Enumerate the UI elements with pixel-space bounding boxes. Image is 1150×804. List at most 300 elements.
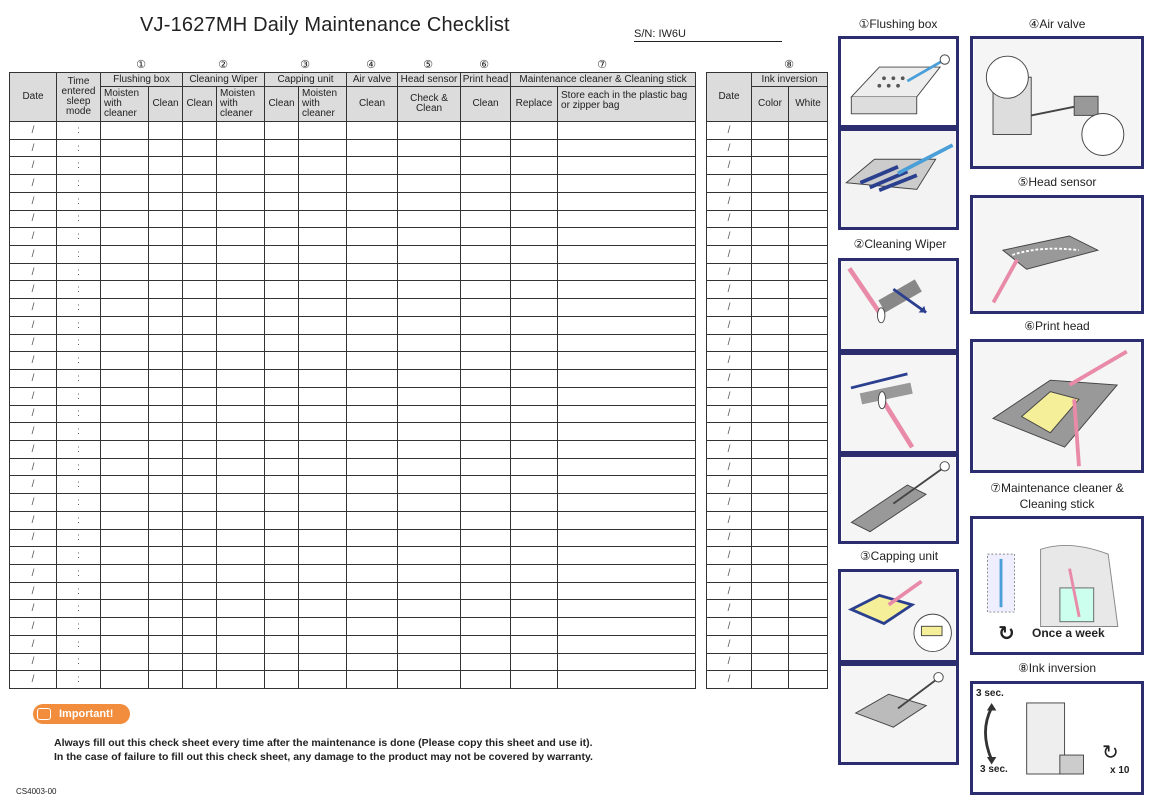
check-cell[interactable] bbox=[461, 299, 511, 317]
ink-check-cell[interactable] bbox=[752, 405, 789, 423]
ink-check-cell[interactable] bbox=[752, 316, 789, 334]
check-cell[interactable] bbox=[149, 440, 183, 458]
check-cell[interactable] bbox=[511, 529, 558, 547]
ink-check-cell[interactable] bbox=[752, 653, 789, 671]
check-cell[interactable] bbox=[299, 122, 347, 140]
ink-check-cell[interactable] bbox=[789, 494, 828, 512]
check-cell[interactable] bbox=[299, 653, 347, 671]
check-cell[interactable] bbox=[558, 228, 696, 246]
check-cell[interactable] bbox=[101, 122, 149, 140]
check-cell[interactable] bbox=[183, 352, 217, 370]
check-cell[interactable] bbox=[511, 405, 558, 423]
check-cell[interactable] bbox=[299, 440, 347, 458]
check-cell[interactable] bbox=[217, 600, 265, 618]
ink-check-cell[interactable] bbox=[789, 175, 828, 193]
check-cell[interactable] bbox=[511, 210, 558, 228]
ink-check-cell[interactable] bbox=[752, 476, 789, 494]
check-cell[interactable] bbox=[217, 299, 265, 317]
check-cell[interactable] bbox=[347, 564, 398, 582]
check-cell[interactable] bbox=[217, 423, 265, 441]
ink-date-cell[interactable]: / bbox=[707, 564, 752, 582]
check-cell[interactable] bbox=[265, 618, 299, 636]
check-cell[interactable] bbox=[183, 494, 217, 512]
check-cell[interactable] bbox=[558, 139, 696, 157]
check-cell[interactable] bbox=[511, 175, 558, 193]
check-cell[interactable] bbox=[398, 529, 461, 547]
check-cell[interactable] bbox=[299, 334, 347, 352]
time-cell[interactable]: : bbox=[57, 494, 101, 512]
check-cell[interactable] bbox=[558, 476, 696, 494]
date-cell[interactable]: / bbox=[10, 405, 57, 423]
ink-date-cell[interactable]: / bbox=[707, 281, 752, 299]
ink-check-cell[interactable] bbox=[789, 192, 828, 210]
time-cell[interactable]: : bbox=[57, 476, 101, 494]
check-cell[interactable] bbox=[265, 246, 299, 264]
check-cell[interactable] bbox=[183, 370, 217, 388]
check-cell[interactable] bbox=[101, 281, 149, 299]
ink-check-cell[interactable] bbox=[789, 423, 828, 441]
check-cell[interactable] bbox=[149, 547, 183, 565]
check-cell[interactable] bbox=[183, 671, 217, 689]
check-cell[interactable] bbox=[217, 564, 265, 582]
check-cell[interactable] bbox=[265, 564, 299, 582]
check-cell[interactable] bbox=[558, 494, 696, 512]
check-cell[interactable] bbox=[511, 671, 558, 689]
check-cell[interactable] bbox=[398, 635, 461, 653]
ink-check-cell[interactable] bbox=[752, 529, 789, 547]
date-cell[interactable]: / bbox=[10, 334, 57, 352]
time-cell[interactable]: : bbox=[57, 635, 101, 653]
check-cell[interactable] bbox=[183, 228, 217, 246]
ink-date-cell[interactable]: / bbox=[707, 387, 752, 405]
date-cell[interactable]: / bbox=[10, 370, 57, 388]
check-cell[interactable] bbox=[265, 458, 299, 476]
check-cell[interactable] bbox=[511, 228, 558, 246]
ink-date-cell[interactable]: / bbox=[707, 494, 752, 512]
ink-check-cell[interactable] bbox=[752, 370, 789, 388]
ink-check-cell[interactable] bbox=[789, 157, 828, 175]
check-cell[interactable] bbox=[511, 157, 558, 175]
check-cell[interactable] bbox=[217, 210, 265, 228]
check-cell[interactable] bbox=[217, 122, 265, 140]
date-cell[interactable]: / bbox=[10, 192, 57, 210]
check-cell[interactable] bbox=[558, 458, 696, 476]
check-cell[interactable] bbox=[398, 334, 461, 352]
time-cell[interactable]: : bbox=[57, 122, 101, 140]
check-cell[interactable] bbox=[511, 192, 558, 210]
check-cell[interactable] bbox=[183, 600, 217, 618]
check-cell[interactable] bbox=[347, 139, 398, 157]
check-cell[interactable] bbox=[511, 352, 558, 370]
check-cell[interactable] bbox=[299, 228, 347, 246]
check-cell[interactable] bbox=[101, 423, 149, 441]
check-cell[interactable] bbox=[265, 228, 299, 246]
date-cell[interactable]: / bbox=[10, 600, 57, 618]
check-cell[interactable] bbox=[558, 511, 696, 529]
check-cell[interactable] bbox=[149, 192, 183, 210]
ink-check-cell[interactable] bbox=[752, 564, 789, 582]
check-cell[interactable] bbox=[265, 122, 299, 140]
ink-check-cell[interactable] bbox=[752, 511, 789, 529]
check-cell[interactable] bbox=[183, 476, 217, 494]
check-cell[interactable] bbox=[265, 671, 299, 689]
check-cell[interactable] bbox=[461, 458, 511, 476]
check-cell[interactable] bbox=[347, 494, 398, 512]
ink-date-cell[interactable]: / bbox=[707, 635, 752, 653]
check-cell[interactable] bbox=[461, 653, 511, 671]
check-cell[interactable] bbox=[149, 458, 183, 476]
check-cell[interactable] bbox=[217, 458, 265, 476]
time-cell[interactable]: : bbox=[57, 547, 101, 565]
date-cell[interactable]: / bbox=[10, 511, 57, 529]
check-cell[interactable] bbox=[217, 157, 265, 175]
check-cell[interactable] bbox=[511, 618, 558, 636]
ink-date-cell[interactable]: / bbox=[707, 352, 752, 370]
check-cell[interactable] bbox=[558, 281, 696, 299]
check-cell[interactable] bbox=[461, 671, 511, 689]
ink-check-cell[interactable] bbox=[752, 440, 789, 458]
date-cell[interactable]: / bbox=[10, 316, 57, 334]
check-cell[interactable] bbox=[265, 600, 299, 618]
check-cell[interactable] bbox=[461, 582, 511, 600]
time-cell[interactable]: : bbox=[57, 440, 101, 458]
time-cell[interactable]: : bbox=[57, 228, 101, 246]
check-cell[interactable] bbox=[265, 405, 299, 423]
check-cell[interactable] bbox=[217, 405, 265, 423]
check-cell[interactable] bbox=[217, 494, 265, 512]
time-cell[interactable]: : bbox=[57, 139, 101, 157]
ink-date-cell[interactable]: / bbox=[707, 529, 752, 547]
time-cell[interactable]: : bbox=[57, 564, 101, 582]
check-cell[interactable] bbox=[511, 387, 558, 405]
date-cell[interactable]: / bbox=[10, 299, 57, 317]
check-cell[interactable] bbox=[347, 458, 398, 476]
check-cell[interactable] bbox=[461, 635, 511, 653]
check-cell[interactable] bbox=[183, 334, 217, 352]
ink-date-cell[interactable]: / bbox=[707, 476, 752, 494]
check-cell[interactable] bbox=[217, 352, 265, 370]
check-cell[interactable] bbox=[558, 440, 696, 458]
ink-check-cell[interactable] bbox=[789, 299, 828, 317]
check-cell[interactable] bbox=[558, 122, 696, 140]
check-cell[interactable] bbox=[299, 671, 347, 689]
check-cell[interactable] bbox=[265, 157, 299, 175]
check-cell[interactable] bbox=[265, 352, 299, 370]
check-cell[interactable] bbox=[511, 635, 558, 653]
ink-check-cell[interactable] bbox=[752, 458, 789, 476]
check-cell[interactable] bbox=[101, 529, 149, 547]
ink-date-cell[interactable]: / bbox=[707, 600, 752, 618]
check-cell[interactable] bbox=[101, 653, 149, 671]
check-cell[interactable] bbox=[398, 547, 461, 565]
check-cell[interactable] bbox=[558, 299, 696, 317]
check-cell[interactable] bbox=[347, 228, 398, 246]
time-cell[interactable]: : bbox=[57, 370, 101, 388]
ink-date-cell[interactable]: / bbox=[707, 334, 752, 352]
check-cell[interactable] bbox=[101, 246, 149, 264]
check-cell[interactable] bbox=[558, 529, 696, 547]
check-cell[interactable] bbox=[101, 352, 149, 370]
date-cell[interactable]: / bbox=[10, 635, 57, 653]
ink-check-cell[interactable] bbox=[752, 547, 789, 565]
check-cell[interactable] bbox=[101, 440, 149, 458]
check-cell[interactable] bbox=[183, 529, 217, 547]
ink-check-cell[interactable] bbox=[789, 547, 828, 565]
check-cell[interactable] bbox=[265, 511, 299, 529]
check-cell[interactable] bbox=[101, 263, 149, 281]
date-cell[interactable]: / bbox=[10, 281, 57, 299]
check-cell[interactable] bbox=[398, 175, 461, 193]
check-cell[interactable] bbox=[217, 635, 265, 653]
ink-check-cell[interactable] bbox=[752, 246, 789, 264]
ink-check-cell[interactable] bbox=[789, 263, 828, 281]
check-cell[interactable] bbox=[511, 564, 558, 582]
check-cell[interactable] bbox=[265, 476, 299, 494]
check-cell[interactable] bbox=[347, 671, 398, 689]
check-cell[interactable] bbox=[398, 139, 461, 157]
check-cell[interactable] bbox=[265, 175, 299, 193]
check-cell[interactable] bbox=[149, 246, 183, 264]
check-cell[interactable] bbox=[347, 122, 398, 140]
check-cell[interactable] bbox=[299, 600, 347, 618]
check-cell[interactable] bbox=[149, 405, 183, 423]
ink-date-cell[interactable]: / bbox=[707, 440, 752, 458]
check-cell[interactable] bbox=[347, 476, 398, 494]
check-cell[interactable] bbox=[347, 440, 398, 458]
check-cell[interactable] bbox=[299, 370, 347, 388]
check-cell[interactable] bbox=[398, 210, 461, 228]
check-cell[interactable] bbox=[149, 423, 183, 441]
check-cell[interactable] bbox=[265, 334, 299, 352]
ink-check-cell[interactable] bbox=[752, 175, 789, 193]
check-cell[interactable] bbox=[558, 192, 696, 210]
check-cell[interactable] bbox=[398, 582, 461, 600]
check-cell[interactable] bbox=[347, 246, 398, 264]
date-cell[interactable]: / bbox=[10, 423, 57, 441]
check-cell[interactable] bbox=[347, 263, 398, 281]
ink-date-cell[interactable]: / bbox=[707, 671, 752, 689]
check-cell[interactable] bbox=[347, 370, 398, 388]
check-cell[interactable] bbox=[511, 653, 558, 671]
check-cell[interactable] bbox=[558, 405, 696, 423]
ink-check-cell[interactable] bbox=[789, 564, 828, 582]
check-cell[interactable] bbox=[101, 582, 149, 600]
ink-check-cell[interactable] bbox=[789, 582, 828, 600]
check-cell[interactable] bbox=[149, 600, 183, 618]
ink-check-cell[interactable] bbox=[789, 440, 828, 458]
check-cell[interactable] bbox=[101, 370, 149, 388]
check-cell[interactable] bbox=[299, 316, 347, 334]
check-cell[interactable] bbox=[101, 671, 149, 689]
date-cell[interactable]: / bbox=[10, 564, 57, 582]
check-cell[interactable] bbox=[558, 423, 696, 441]
check-cell[interactable] bbox=[398, 671, 461, 689]
check-cell[interactable] bbox=[101, 635, 149, 653]
check-cell[interactable] bbox=[183, 299, 217, 317]
check-cell[interactable] bbox=[217, 263, 265, 281]
check-cell[interactable] bbox=[398, 352, 461, 370]
check-cell[interactable] bbox=[398, 299, 461, 317]
ink-date-cell[interactable]: / bbox=[707, 210, 752, 228]
check-cell[interactable] bbox=[101, 405, 149, 423]
check-cell[interactable] bbox=[149, 494, 183, 512]
ink-date-cell[interactable]: / bbox=[707, 370, 752, 388]
check-cell[interactable] bbox=[101, 511, 149, 529]
check-cell[interactable] bbox=[217, 246, 265, 264]
check-cell[interactable] bbox=[149, 281, 183, 299]
check-cell[interactable] bbox=[511, 511, 558, 529]
check-cell[interactable] bbox=[461, 246, 511, 264]
check-cell[interactable] bbox=[217, 192, 265, 210]
check-cell[interactable] bbox=[558, 210, 696, 228]
time-cell[interactable]: : bbox=[57, 299, 101, 317]
date-cell[interactable]: / bbox=[10, 440, 57, 458]
ink-check-cell[interactable] bbox=[789, 635, 828, 653]
check-cell[interactable] bbox=[217, 387, 265, 405]
check-cell[interactable] bbox=[461, 210, 511, 228]
check-cell[interactable] bbox=[398, 511, 461, 529]
ink-check-cell[interactable] bbox=[752, 582, 789, 600]
check-cell[interactable] bbox=[511, 600, 558, 618]
check-cell[interactable] bbox=[558, 316, 696, 334]
check-cell[interactable] bbox=[347, 618, 398, 636]
time-cell[interactable]: : bbox=[57, 352, 101, 370]
check-cell[interactable] bbox=[347, 299, 398, 317]
date-cell[interactable]: / bbox=[10, 210, 57, 228]
check-cell[interactable] bbox=[558, 175, 696, 193]
ink-date-cell[interactable]: / bbox=[707, 405, 752, 423]
check-cell[interactable] bbox=[347, 653, 398, 671]
ink-check-cell[interactable] bbox=[752, 122, 789, 140]
check-cell[interactable] bbox=[558, 564, 696, 582]
check-cell[interactable] bbox=[398, 618, 461, 636]
check-cell[interactable] bbox=[217, 316, 265, 334]
check-cell[interactable] bbox=[347, 529, 398, 547]
check-cell[interactable] bbox=[511, 334, 558, 352]
check-cell[interactable] bbox=[183, 281, 217, 299]
check-cell[interactable] bbox=[299, 618, 347, 636]
check-cell[interactable] bbox=[398, 476, 461, 494]
check-cell[interactable] bbox=[265, 440, 299, 458]
check-cell[interactable] bbox=[265, 653, 299, 671]
check-cell[interactable] bbox=[461, 157, 511, 175]
ink-date-cell[interactable]: / bbox=[707, 316, 752, 334]
check-cell[interactable] bbox=[347, 281, 398, 299]
check-cell[interactable] bbox=[299, 139, 347, 157]
check-cell[interactable] bbox=[265, 635, 299, 653]
date-cell[interactable]: / bbox=[10, 529, 57, 547]
check-cell[interactable] bbox=[347, 405, 398, 423]
ink-check-cell[interactable] bbox=[789, 122, 828, 140]
check-cell[interactable] bbox=[101, 564, 149, 582]
ink-date-cell[interactable]: / bbox=[707, 175, 752, 193]
ink-check-cell[interactable] bbox=[789, 387, 828, 405]
date-cell[interactable]: / bbox=[10, 122, 57, 140]
time-cell[interactable]: : bbox=[57, 246, 101, 264]
time-cell[interactable]: : bbox=[57, 618, 101, 636]
check-cell[interactable] bbox=[217, 547, 265, 565]
check-cell[interactable] bbox=[265, 263, 299, 281]
check-cell[interactable] bbox=[183, 547, 217, 565]
check-cell[interactable] bbox=[511, 476, 558, 494]
time-cell[interactable]: : bbox=[57, 281, 101, 299]
check-cell[interactable] bbox=[101, 139, 149, 157]
check-cell[interactable] bbox=[398, 157, 461, 175]
check-cell[interactable] bbox=[398, 653, 461, 671]
check-cell[interactable] bbox=[149, 157, 183, 175]
check-cell[interactable] bbox=[217, 370, 265, 388]
check-cell[interactable] bbox=[558, 653, 696, 671]
check-cell[interactable] bbox=[149, 618, 183, 636]
check-cell[interactable] bbox=[299, 529, 347, 547]
ink-check-cell[interactable] bbox=[789, 671, 828, 689]
date-cell[interactable]: / bbox=[10, 228, 57, 246]
time-cell[interactable]: : bbox=[57, 671, 101, 689]
check-cell[interactable] bbox=[149, 263, 183, 281]
check-cell[interactable] bbox=[299, 564, 347, 582]
ink-check-cell[interactable] bbox=[789, 370, 828, 388]
check-cell[interactable] bbox=[347, 635, 398, 653]
ink-check-cell[interactable] bbox=[752, 192, 789, 210]
time-cell[interactable]: : bbox=[57, 423, 101, 441]
check-cell[interactable] bbox=[558, 352, 696, 370]
time-cell[interactable]: : bbox=[57, 316, 101, 334]
check-cell[interactable] bbox=[511, 494, 558, 512]
date-cell[interactable]: / bbox=[10, 582, 57, 600]
ink-check-cell[interactable] bbox=[752, 600, 789, 618]
check-cell[interactable] bbox=[558, 334, 696, 352]
check-cell[interactable] bbox=[217, 618, 265, 636]
date-cell[interactable]: / bbox=[10, 352, 57, 370]
check-cell[interactable] bbox=[149, 387, 183, 405]
check-cell[interactable] bbox=[347, 192, 398, 210]
time-cell[interactable]: : bbox=[57, 653, 101, 671]
check-cell[interactable] bbox=[347, 387, 398, 405]
date-cell[interactable]: / bbox=[10, 263, 57, 281]
check-cell[interactable] bbox=[149, 122, 183, 140]
check-cell[interactable] bbox=[347, 210, 398, 228]
time-cell[interactable]: : bbox=[57, 157, 101, 175]
ink-check-cell[interactable] bbox=[789, 529, 828, 547]
check-cell[interactable] bbox=[265, 423, 299, 441]
check-cell[interactable] bbox=[558, 600, 696, 618]
check-cell[interactable] bbox=[265, 210, 299, 228]
ink-date-cell[interactable]: / bbox=[707, 582, 752, 600]
check-cell[interactable] bbox=[183, 423, 217, 441]
ink-check-cell[interactable] bbox=[752, 387, 789, 405]
check-cell[interactable] bbox=[511, 122, 558, 140]
check-cell[interactable] bbox=[461, 263, 511, 281]
check-cell[interactable] bbox=[398, 600, 461, 618]
check-cell[interactable] bbox=[299, 405, 347, 423]
check-cell[interactable] bbox=[398, 564, 461, 582]
check-cell[interactable] bbox=[101, 600, 149, 618]
check-cell[interactable] bbox=[101, 547, 149, 565]
ink-check-cell[interactable] bbox=[789, 246, 828, 264]
check-cell[interactable] bbox=[461, 511, 511, 529]
check-cell[interactable] bbox=[183, 192, 217, 210]
ink-check-cell[interactable] bbox=[752, 494, 789, 512]
check-cell[interactable] bbox=[217, 476, 265, 494]
date-cell[interactable]: / bbox=[10, 246, 57, 264]
time-cell[interactable]: : bbox=[57, 405, 101, 423]
check-cell[interactable] bbox=[149, 228, 183, 246]
time-cell[interactable]: : bbox=[57, 582, 101, 600]
check-cell[interactable] bbox=[101, 494, 149, 512]
date-cell[interactable]: / bbox=[10, 476, 57, 494]
check-cell[interactable] bbox=[299, 494, 347, 512]
check-cell[interactable] bbox=[461, 228, 511, 246]
